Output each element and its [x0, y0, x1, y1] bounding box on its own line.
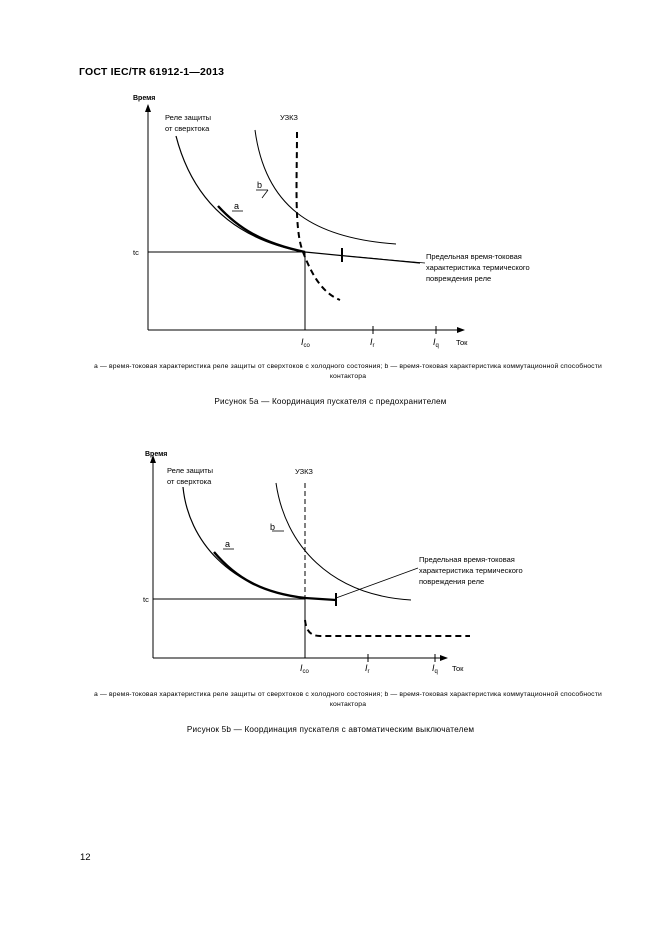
relay-label-2: от сверхтока	[165, 124, 210, 133]
curve-a-bold	[214, 552, 305, 598]
sc-label: УЗКЗ	[295, 467, 313, 476]
axis-x-label: Ток	[456, 338, 468, 347]
tc-label: tc	[133, 248, 139, 257]
figure-5a-caption: Рисунок 5a — Координация пускателя с предохранителем	[214, 397, 447, 406]
relay-label-2: от сверхтока	[167, 477, 212, 486]
figure-5b-caption: Рисунок 5b — Координация пускателя с автоматическим выключателем	[186, 725, 475, 734]
curve-b-label: b	[270, 522, 276, 532]
curve-b	[276, 483, 411, 600]
figure-5b-note: a — время-токовая характеристика реле защиты от сверхтоков с холодного состояния; b — время-токовая характеристика коммутационной способности контактора	[94, 691, 602, 708]
ir-label: $I_r$	[370, 337, 375, 349]
iq-label: $I_q$	[433, 337, 439, 349]
sc-label: УЗКЗ	[280, 113, 298, 122]
curve-a	[183, 487, 305, 598]
curve-b-label: b	[257, 180, 263, 190]
limit-label-2: характеристика термического	[419, 566, 523, 575]
limit-label-3: повреждения реле	[419, 577, 485, 586]
limit-label-3: повреждения реле	[426, 274, 492, 283]
ir-label: $I_r$	[365, 663, 370, 675]
axis-x-label: Ток	[452, 664, 464, 673]
ico-label: $I_{co}$	[300, 663, 309, 675]
ico-label: $I_{co}$	[301, 337, 310, 349]
axis-y-label: Время	[133, 95, 156, 102]
page-number: 12	[80, 852, 91, 863]
limit-label-1: Предельная время-токовая	[426, 252, 522, 261]
curve-a-label: a	[225, 539, 231, 549]
relay-label-1: Реле защиты	[165, 113, 212, 122]
leader-limit	[336, 568, 418, 598]
limit-curve	[305, 598, 336, 600]
curve-a-label: a	[234, 201, 240, 211]
limit-label-1: Предельная время-токовая	[419, 555, 515, 564]
sc-device-tail	[305, 620, 470, 636]
axis-y-label: Время	[145, 451, 168, 458]
figure-5a-note: a — время-токовая характеристика реле защиты от сверхтоков с холодного состояния; b — время-токовая характеристика коммутационной способности контактора	[94, 363, 602, 380]
limit-label-2: характеристика термического	[426, 263, 530, 272]
document-header: ГОСТ IEC/TR 61912-1—2013	[79, 66, 225, 78]
tc-label: tc	[143, 595, 149, 604]
relay-label-1: Реле защиты	[167, 466, 214, 475]
iq-label: $I_q$	[432, 663, 438, 675]
